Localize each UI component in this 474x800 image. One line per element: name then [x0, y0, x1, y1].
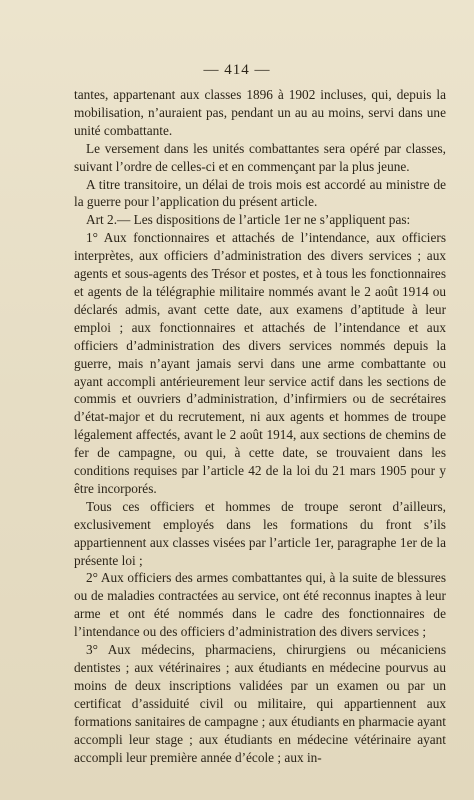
paragraph-article-2: Art 2.— Les dispositions de l’article 1er ne s’appliquent pas:: [86, 212, 411, 228]
page-number: — 414 —: [203, 62, 271, 78]
paragraph-item-3: 3° Aux médecins, pharmaciens, chirurgiens ou mécaniciens dentistes ; aux vétérinaires ; aux étudiants en médecine pourvus au moins de deux inscriptions validées par un examen ou par un certificat d’assiduité civil ou militaire, qui appartiennent aux formations sanitaires de campagne ; aux étudiants en pharmacie ayant accompli leur stage ; aux étudiants en médecine vétérinaire ayant accompli leur première année d’école ; aux in-: [74, 642, 446, 765]
paragraph-item-1: 1° Aux fonctionnaires et attachés de l’intendance, aux officiers interprètes, aux officiers d’administration des divers services ; aux agents et sous-agents des Trésor et postes, et à tous les fonctionnaires et agents de la télégraphie militaire nommés avant le 2 août 1914 ou déclarés admis, avant cette date, aux examens d’aptitude à leur emploi ; aux fonctionnaires et attachés de l’intendance et aux officiers d’administration des divers services nommés depuis la guerre, mais n’ayant jamais servi dans une arme combattante ou ayant accompli antérieurement leur service actif dans les sections de commis et ouvriers d’administration, d’infirmiers ou de secrétaires d’état-major et du recrutement, ni aux agents et hommes de troupe légalement affectés, avant le 2 août 1914, aux sections de chemins de fer de campagne, ou qui, à cette date, se trouvaient dans les conditions requises par l’article 42 de la loi du 21 mars 1905 pour y être incorporés.: [74, 230, 446, 496]
paragraph-item-2: 2° Aux officiers des armes combattantes qui, à la suite de blessures ou de maladies contractées au service, ont été reconnus inaptes à leur arme et ont été nommés dans le cadre des fonctionnaires de l’intendance ou des officiers d’administration des divers services ;: [74, 570, 446, 640]
body-text: [74, 86, 446, 766]
paragraph-tous-ces-officiers: Tous ces officiers et hommes de troupe seront d’ailleurs, exclusivement employés dans les formations du front s’ils appartiennent aux classes visées par l’article 1er, paragraphe 1er de la présente loi ;: [74, 498, 446, 568]
paragraph-continuation: tantes, appartenant aux classes 1896 à 1902 incluses, qui, depuis la mobilisation, n’auraient pas, pendant un au au moins, servi dans une unité combattante.: [74, 87, 446, 138]
paragraph-titre-transitoire: A titre transitoire, un délai de trois mois est accordé au ministre de la guerre pour l’application du présent article.: [74, 176, 446, 210]
paragraph-versement: Le versement dans les unités combattantes sera opéré par classes, suivant l’ordre de celles-ci et en commençant par la plus jeune.: [74, 140, 446, 174]
